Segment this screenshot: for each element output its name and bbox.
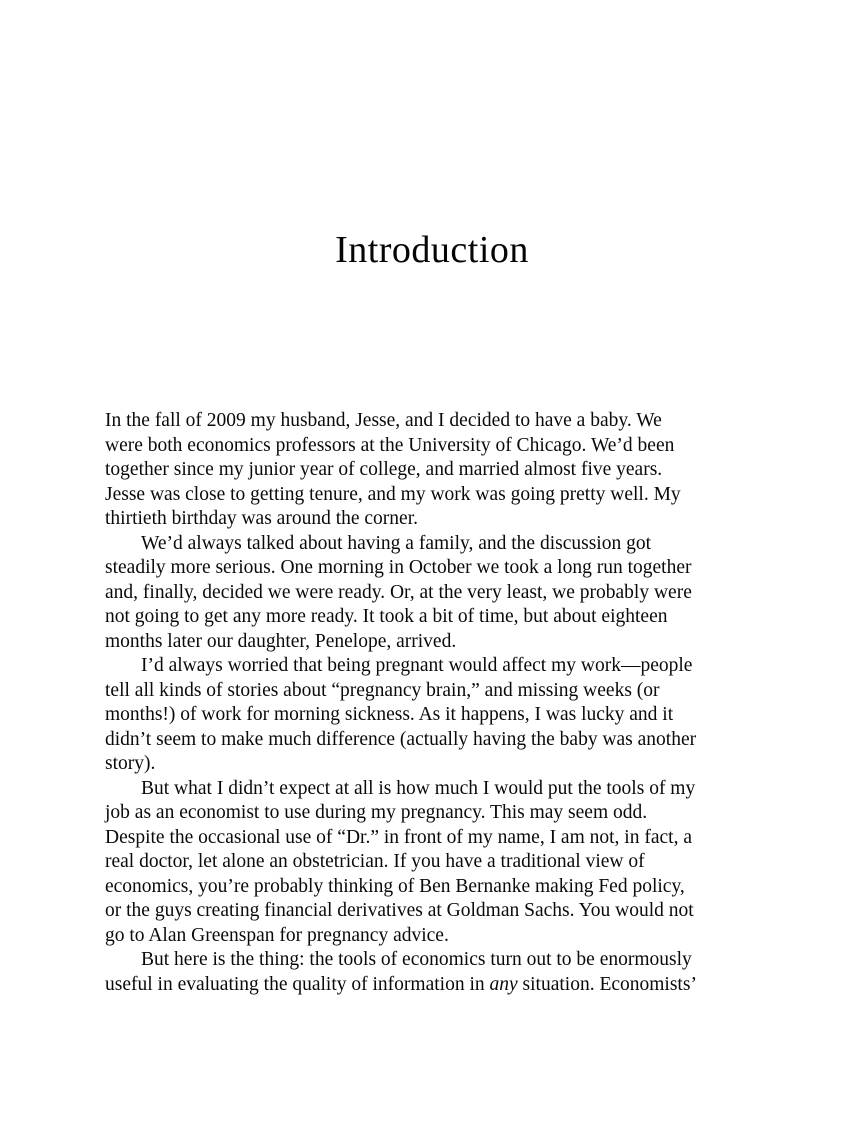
text-line: We’d always talked about having a family, and the discussion got: [141, 532, 651, 554]
text-line: were both economics professors at the University of Chicago. We’d been: [105, 434, 675, 456]
chapter-title: Introduction: [335, 229, 529, 271]
paragraph: [105, 532, 785, 655]
text-line: months later our daughter, Penelope, arrived.: [105, 630, 457, 652]
text-line: real doctor, let alone an obstetrician. If you have a traditional view of: [105, 851, 645, 872]
text-line: In the fall of 2009 my husband, Jesse, and I decided to have a baby. We: [105, 410, 662, 431]
text-line: Despite the occasional use of “Dr.” in front of my name, I am not, in fact, a: [105, 826, 692, 848]
paragraph: [105, 409, 785, 532]
text-line: or the guys creating financial derivatives at Goldman Sachs. You would not: [105, 900, 694, 921]
paragraph: [105, 948, 785, 997]
text-line: months!) of work for morning sickness. As it happens, I was lucky and it: [105, 704, 674, 725]
text-line: and, finally, decided we were ready. Or, at the very least, we probably were: [105, 581, 692, 603]
text-line: Jesse was close to getting tenure, and my work was going pretty well. My: [105, 483, 681, 505]
text-line: economics, you’re probably thinking of Ben Bernanke making Fed policy,: [105, 875, 685, 897]
text-line: together since my junior year of college, and married almost five years.: [105, 459, 663, 480]
text-line: not going to get any more ready. It took a bit of time, but about eighteen: [105, 606, 668, 627]
paragraph: [105, 654, 785, 777]
text-line: story).: [105, 753, 156, 774]
text-line: didn’t seem to make much difference (actually having the baby was another: [105, 728, 697, 750]
text-line: But what I didn’t expect at all is how much I would put the tools of my: [141, 777, 696, 799]
text-line: useful in evaluating the quality of information in any situation. Economists’: [105, 973, 697, 995]
paragraph: [105, 777, 785, 949]
text-line: But here is the thing: the tools of economics turn out to be enormously: [141, 949, 692, 970]
text-line: job as an economist to use during my pregnancy. This may seem odd.: [105, 802, 648, 823]
body-text: [105, 409, 785, 997]
text-line: steadily more serious. One morning in October we took a long run together: [105, 557, 692, 578]
text-line: thirtieth birthday was around the corner.: [105, 508, 418, 529]
text-line: tell all kinds of stories about “pregnancy brain,” and missing weeks (or: [105, 679, 660, 701]
text-line: I’d always worried that being pregnant would affect my work—people: [141, 655, 693, 676]
text-line: go to Alan Greenspan for pregnancy advice.: [105, 924, 449, 946]
